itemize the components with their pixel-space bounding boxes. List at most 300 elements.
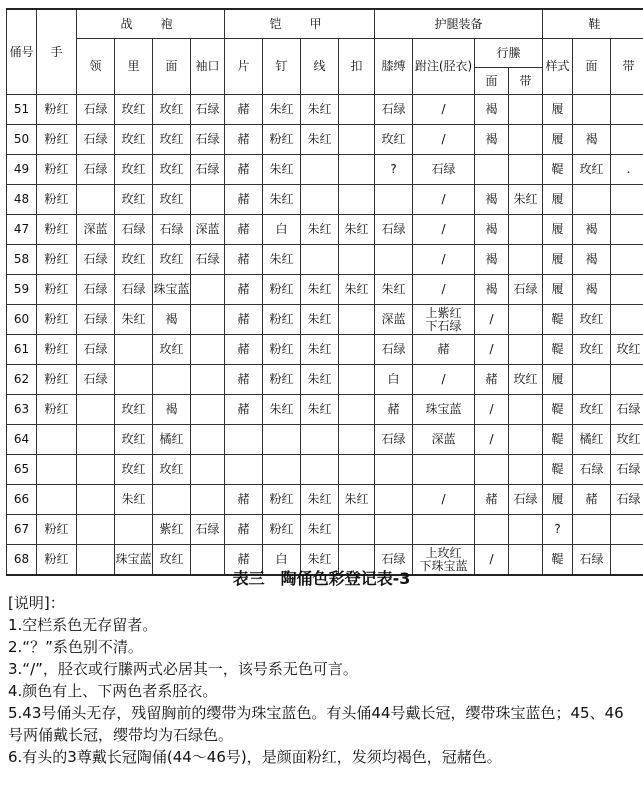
color-cell [509, 335, 543, 365]
color-cell: 石绿 [191, 245, 225, 275]
header-xie: 鞋 [543, 9, 643, 39]
color-cell [611, 125, 643, 155]
color-cell: 石绿 [191, 155, 225, 185]
row-number-cell: 64 [7, 425, 37, 455]
color-cell: 石绿 [77, 365, 115, 395]
color-cell: 赭 [475, 485, 509, 515]
color-cell [225, 455, 263, 485]
color-cell: . [611, 155, 643, 185]
color-cell [339, 515, 375, 545]
color-cell: 玫红 [375, 125, 413, 155]
table-row [7, 125, 643, 155]
color-cell [115, 335, 153, 365]
color-cell [191, 395, 225, 425]
color-cell: 褐 [573, 275, 611, 305]
table-row [7, 185, 643, 215]
table-row [7, 515, 643, 545]
color-cell: 珠宝蓝 [413, 395, 475, 425]
color-cell: 赭 [225, 95, 263, 125]
color-cell: 玫红 [573, 335, 611, 365]
color-cell: 赭 [375, 395, 413, 425]
color-cell: 石绿 [573, 545, 611, 576]
color-cell [611, 275, 643, 305]
color-cell: 赭 [475, 365, 509, 395]
color-cell: 履 [543, 275, 573, 305]
color-cell: 赭 [225, 305, 263, 335]
color-cell: 玫红 [115, 155, 153, 185]
color-cell: 赭 [225, 155, 263, 185]
color-cell: 石绿 [611, 395, 643, 425]
color-cell [413, 455, 475, 485]
header-mian: 面 [153, 39, 191, 95]
color-cell: ? [375, 155, 413, 185]
color-cell [77, 515, 115, 545]
color-cell [573, 185, 611, 215]
color-cell: 石绿 [153, 215, 191, 245]
color-cell [611, 515, 643, 545]
color-cell: 粉红 [263, 305, 301, 335]
header-li: 里 [115, 39, 153, 95]
color-cell [225, 425, 263, 455]
color-cell [77, 395, 115, 425]
color-cell: 粉红 [263, 485, 301, 515]
color-cell: 白 [263, 215, 301, 245]
color-cell: 玫红 [153, 245, 191, 275]
color-cell [509, 245, 543, 275]
header-kou: 扣 [339, 39, 375, 95]
color-cell: 朱红 [339, 485, 375, 515]
color-cell: 石绿 [77, 305, 115, 335]
color-cell [509, 95, 543, 125]
row-number-cell: 68 [7, 545, 37, 576]
color-cell: 鞮 [543, 335, 573, 365]
color-cell: 紫红 [153, 515, 191, 545]
color-cell [339, 245, 375, 275]
color-cell: / [413, 485, 475, 515]
color-cell [301, 425, 339, 455]
color-cell: / [413, 125, 475, 155]
color-cell: 石绿 [77, 275, 115, 305]
color-cell [573, 365, 611, 395]
color-cell [339, 155, 375, 185]
color-cell: 朱红 [263, 185, 301, 215]
color-cell: / [475, 425, 509, 455]
color-cell: 褐 [573, 245, 611, 275]
header-ding: 钉 [263, 39, 301, 95]
color-cell: 白 [375, 365, 413, 395]
color-cell: 玫红 [115, 95, 153, 125]
color-cell [153, 485, 191, 515]
table-row [7, 95, 643, 125]
color-cell [263, 455, 301, 485]
color-cell: 玫红 [573, 305, 611, 335]
color-cell: 褐 [573, 125, 611, 155]
color-cell: 鞮 [543, 455, 573, 485]
color-cell: 褐 [475, 185, 509, 215]
header-kaijia: 铠 甲 [225, 9, 375, 39]
row-number-cell: 51 [7, 95, 37, 125]
color-cell: 鞮 [543, 545, 573, 576]
color-cell [375, 515, 413, 545]
color-cell [339, 305, 375, 335]
color-cell [339, 365, 375, 395]
color-cell: 朱红 [301, 275, 339, 305]
color-cell: ? [543, 515, 573, 545]
header-zhanpao: 战 袍 [77, 9, 225, 39]
color-cell: 履 [543, 185, 573, 215]
header-xt-mian: 面 [475, 68, 509, 95]
color-cell: 橘红 [573, 425, 611, 455]
color-cell: 石绿 [375, 95, 413, 125]
color-cell: 朱红 [301, 95, 339, 125]
color-cell: 玫红 [153, 545, 191, 576]
color-cell: / [413, 365, 475, 395]
color-cell: 粉红 [37, 365, 77, 395]
note-item: 3.“/”，胫衣或行縢两式必居其一，该号系无色可言。 [8, 660, 358, 678]
color-cell [191, 335, 225, 365]
color-cell: 石绿 [509, 275, 543, 305]
color-cell: / [475, 305, 509, 335]
table-row [7, 245, 643, 275]
table-row [7, 155, 643, 185]
color-cell: 粉红 [263, 275, 301, 305]
color-cell: / [413, 215, 475, 245]
color-cell [611, 365, 643, 395]
table-row [7, 215, 643, 245]
color-cell: 玫红 [153, 455, 191, 485]
color-cell [573, 95, 611, 125]
color-cell: 朱红 [339, 215, 375, 245]
color-cell: 粉红 [263, 125, 301, 155]
color-cell: 石绿 [611, 455, 643, 485]
color-cell: / [475, 395, 509, 425]
color-cell: 粉红 [37, 335, 77, 365]
color-cell: 石绿 [375, 425, 413, 455]
color-cell [191, 185, 225, 215]
color-cell: 白 [263, 545, 301, 576]
color-cell: 玫红 [153, 155, 191, 185]
color-cell [115, 365, 153, 395]
color-cell [191, 485, 225, 515]
color-cell: 石绿 [191, 515, 225, 545]
header-taozhu: 跗注(胫衣) [413, 39, 475, 95]
color-cell [339, 185, 375, 215]
color-cell [301, 455, 339, 485]
color-cell: 赭 [225, 485, 263, 515]
color-cell [475, 155, 509, 185]
color-cell: 粉红 [37, 185, 77, 215]
color-cell [611, 245, 643, 275]
color-cell: 粉红 [37, 515, 77, 545]
color-cell: 深蓝 [375, 305, 413, 335]
color-cell [509, 305, 543, 335]
color-cell: 赭 [225, 125, 263, 155]
color-cell: 粉红 [263, 515, 301, 545]
color-cell: 玫红 [611, 335, 643, 365]
color-cell: 朱红 [263, 395, 301, 425]
color-cell [301, 155, 339, 185]
header-yangshi: 样式 [543, 39, 573, 95]
color-cell: 朱红 [115, 485, 153, 515]
header-hutui: 护腿装备 [375, 9, 543, 39]
table-row [7, 305, 643, 335]
color-cell: 朱红 [339, 275, 375, 305]
table-body [7, 95, 643, 576]
color-cell [77, 185, 115, 215]
note-item: 5.43号俑头无存，残留胸前的缨带为珠宝蓝色。有头俑44号戴长冠，缨带珠宝蓝色；45、46号两俑戴长冠，缨带均为石绿色。 [8, 704, 624, 744]
header-xie-dai: 带 [611, 39, 643, 95]
row-number-cell: 60 [7, 305, 37, 335]
color-cell [153, 365, 191, 395]
color-cell [37, 425, 77, 455]
color-cell: 朱红 [301, 485, 339, 515]
color-cell: / [413, 245, 475, 275]
color-cell: 褐 [475, 125, 509, 155]
note-item: 6.有头的3尊戴长冠陶俑(44～46号)，是颜面粉红，发须均褐色，冠赭色。 [8, 748, 502, 766]
color-cell: 鞮 [543, 395, 573, 425]
color-cell [37, 485, 77, 515]
row-number-cell: 59 [7, 275, 37, 305]
note-item: 2.“？”系色别不清。 [8, 638, 143, 656]
color-cell [263, 425, 301, 455]
color-cell: 履 [543, 95, 573, 125]
color-cell: 赭 [225, 215, 263, 245]
color-cell: 履 [543, 245, 573, 275]
color-cell [611, 215, 643, 245]
row-number-cell: 66 [7, 485, 37, 515]
color-cell [375, 455, 413, 485]
color-cell: 珠宝蓝 [115, 545, 153, 576]
color-cell: 粉红 [37, 305, 77, 335]
color-cell [509, 125, 543, 155]
color-cell: 褐 [475, 215, 509, 245]
notes [8, 592, 638, 768]
header-pian: 片 [225, 39, 263, 95]
table-row [7, 455, 643, 485]
color-cell: 玫红 [115, 245, 153, 275]
row-number-cell: 67 [7, 515, 37, 545]
color-cell: 赭 [413, 335, 475, 365]
color-cell: 玫红 [153, 95, 191, 125]
color-cell: 玫红 [115, 425, 153, 455]
color-cell [509, 215, 543, 245]
color-cell: 石绿 [375, 545, 413, 576]
color-cell: 石绿 [115, 275, 153, 305]
color-cell [509, 515, 543, 545]
color-cell [611, 185, 643, 215]
color-cell [77, 425, 115, 455]
row-number-cell: 48 [7, 185, 37, 215]
color-cell: 粉红 [37, 545, 77, 576]
color-cell [611, 95, 643, 125]
table-row [7, 365, 643, 395]
color-cell: 玫红 [611, 425, 643, 455]
color-cell: 石绿 [191, 95, 225, 125]
header-xt-dai: 带 [509, 68, 543, 95]
table-caption: 表三 陶俑色彩登记表-3 [232, 569, 411, 588]
color-cell: 赭 [225, 275, 263, 305]
color-cell: 朱红 [301, 515, 339, 545]
color-cell: / [413, 185, 475, 215]
color-cell: 朱红 [301, 215, 339, 245]
color-cell: 石绿 [509, 485, 543, 515]
note-item: 1.空栏系色无存留者。 [8, 616, 158, 634]
color-cell: 石绿 [375, 215, 413, 245]
color-cell: 粉红 [37, 95, 77, 125]
color-cell: 粉红 [37, 125, 77, 155]
color-cell: 珠宝蓝 [153, 275, 191, 305]
table-row [7, 425, 643, 455]
row-number-cell: 65 [7, 455, 37, 485]
header-ling: 领 [77, 39, 115, 95]
color-cell [573, 515, 611, 545]
color-cell: / [413, 95, 475, 125]
color-cell [509, 155, 543, 185]
header-xifu: 膝缚 [375, 39, 413, 95]
color-cell: 褐 [573, 215, 611, 245]
color-cell: 褐 [475, 245, 509, 275]
notes-heading: [说明]： [8, 594, 65, 612]
color-cell [77, 485, 115, 515]
header-yong-hao: 俑号 [7, 9, 37, 95]
color-cell [475, 515, 509, 545]
color-cell: 褐 [153, 305, 191, 335]
color-cell: 朱红 [301, 305, 339, 335]
color-cell: 玫红 [115, 125, 153, 155]
color-cell [77, 455, 115, 485]
header-hand: 手 [37, 9, 77, 95]
color-cell: 履 [543, 125, 573, 155]
table-row [7, 335, 643, 365]
color-cell [191, 425, 225, 455]
color-cell: 朱红 [301, 395, 339, 425]
color-cell: 石绿 [375, 335, 413, 365]
color-cell: 橘红 [153, 425, 191, 455]
color-cell: 石绿 [573, 455, 611, 485]
color-cell: 上玫红 下珠宝蓝 [413, 545, 475, 576]
color-cell: / [413, 275, 475, 305]
color-cell: 鞮 [543, 305, 573, 335]
color-cell: 朱红 [375, 275, 413, 305]
color-cell: 履 [543, 485, 573, 515]
color-cell: 朱红 [263, 155, 301, 185]
row-number-cell: 50 [7, 125, 37, 155]
color-cell: 粉红 [37, 245, 77, 275]
color-cell [37, 455, 77, 485]
color-cell [375, 245, 413, 275]
color-cell: 石绿 [77, 335, 115, 365]
color-cell [375, 185, 413, 215]
color-cell: 深蓝 [191, 215, 225, 245]
color-cell [339, 395, 375, 425]
color-cell: 赭 [225, 395, 263, 425]
color-cell: 赭 [225, 245, 263, 275]
color-cell [611, 305, 643, 335]
color-cell [375, 485, 413, 515]
color-cell [413, 515, 475, 545]
color-cell [339, 425, 375, 455]
color-cell: 石绿 [115, 215, 153, 245]
color-cell: 褐 [475, 95, 509, 125]
color-cell: 石绿 [77, 245, 115, 275]
color-cell [191, 365, 225, 395]
header-xiukou: 袖口 [191, 39, 225, 95]
color-cell: 玫红 [115, 395, 153, 425]
color-cell: 赭 [225, 515, 263, 545]
color-cell: 石绿 [77, 155, 115, 185]
color-cell: 赭 [225, 365, 263, 395]
color-cell: 朱红 [301, 335, 339, 365]
color-cell: 朱红 [301, 545, 339, 576]
color-cell: 赭 [225, 545, 263, 576]
color-cell: 朱红 [115, 305, 153, 335]
color-cell: 鞮 [543, 155, 573, 185]
color-cell [339, 125, 375, 155]
color-cell: 石绿 [413, 155, 475, 185]
row-number-cell: 61 [7, 335, 37, 365]
header-xie-mian: 面 [573, 39, 611, 95]
color-cell: 履 [543, 215, 573, 245]
table-row [7, 275, 643, 305]
color-cell: 深蓝 [413, 425, 475, 455]
color-cell [509, 425, 543, 455]
header-xingteng: 行縢 [475, 39, 543, 68]
color-cell [301, 185, 339, 215]
color-cell: 赭 [225, 185, 263, 215]
row-number-cell: 63 [7, 395, 37, 425]
color-cell [339, 455, 375, 485]
color-cell: 朱红 [301, 365, 339, 395]
table-row [7, 485, 643, 515]
color-cell: 赭 [573, 485, 611, 515]
color-cell: 玫红 [153, 125, 191, 155]
color-cell [339, 95, 375, 125]
color-cell [191, 455, 225, 485]
color-cell [191, 305, 225, 335]
color-register-table [6, 8, 643, 576]
color-cell [301, 245, 339, 275]
color-cell [475, 455, 509, 485]
color-cell: 上紫红 下石绿 [413, 305, 475, 335]
color-cell: 石绿 [77, 125, 115, 155]
color-cell: 鞮 [543, 425, 573, 455]
color-cell: 深蓝 [77, 215, 115, 245]
color-cell: 朱红 [509, 185, 543, 215]
color-cell: 玫红 [115, 455, 153, 485]
color-cell: 石绿 [77, 95, 115, 125]
color-cell: 粉红 [37, 275, 77, 305]
color-cell: 玫红 [573, 155, 611, 185]
color-cell: 履 [543, 365, 573, 395]
color-cell: 粉红 [37, 215, 77, 245]
note-item: 4.颜色有上、下两色者系胫衣。 [8, 682, 218, 700]
color-cell: 玫红 [573, 395, 611, 425]
color-cell: 玫红 [153, 185, 191, 215]
color-cell [509, 395, 543, 425]
color-cell: 朱红 [263, 245, 301, 275]
color-cell: 朱红 [263, 95, 301, 125]
color-cell: 粉红 [263, 335, 301, 365]
color-cell: 石绿 [191, 125, 225, 155]
color-cell: 朱红 [301, 125, 339, 155]
color-cell: / [475, 335, 509, 365]
color-cell: 赭 [225, 335, 263, 365]
color-cell: 粉红 [37, 155, 77, 185]
color-cell: 粉红 [263, 365, 301, 395]
color-cell: 褐 [475, 275, 509, 305]
color-cell: 褐 [153, 395, 191, 425]
row-number-cell: 49 [7, 155, 37, 185]
